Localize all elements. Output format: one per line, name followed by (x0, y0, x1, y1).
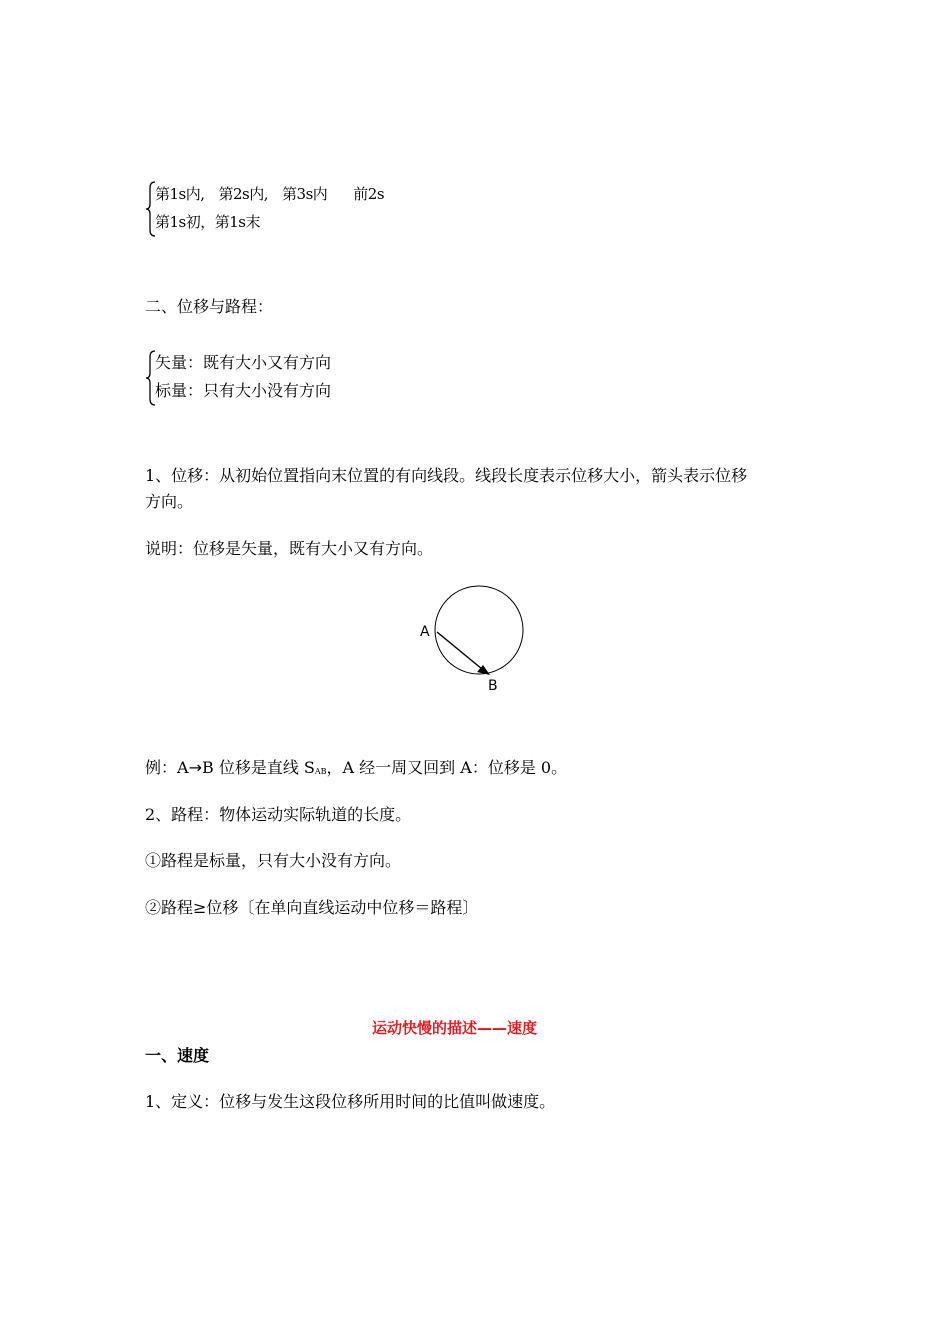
speed-definition: 1、定义：位移与发生这段位移所用时间的比值叫做速度。 (145, 1092, 556, 1111)
point-a-label: A (420, 624, 430, 640)
time-line-1 (155, 180, 384, 208)
example-prefix: 例：A (145, 758, 189, 777)
scalar-definition: 标量：只有大小没有方向 (155, 381, 332, 400)
speed-heading: 一、速度 (145, 1046, 210, 1065)
example-suffix: ，A 经一周又回到 A：位移是 0。 (326, 758, 568, 777)
quantity-types-group (145, 349, 545, 409)
time-concepts-group (145, 180, 545, 240)
section2-title: 二、位移与路程： (145, 297, 274, 316)
vector-definition: 矢量：既有大小又有方向 (155, 353, 332, 372)
point-b-label: B (488, 678, 498, 694)
displacement-definition-line-1: 1、位移：从初始位置指向末位置的有向线段。线段长度表示位移大小，箭头表示位移 (145, 466, 748, 485)
example-subscript: AB (314, 767, 327, 776)
speed-section-title: 运动快慢的描述——速度 (372, 1019, 538, 1037)
distance-point-2: ②路程≥位移〔在单向直线运动中位移＝路程〕 (145, 898, 479, 917)
example-line (145, 755, 567, 785)
time-item-1: 第1s内, (155, 185, 205, 203)
time-item-2: 第2s内, (218, 185, 269, 203)
trajectory-circle (435, 586, 523, 674)
time-line-2: 第1s初，第1s末 (155, 213, 260, 231)
displacement-note: 说明：位移是矢量，既有大小又有方向。 (145, 539, 434, 558)
example-mid: B 位移是直线 S (201, 758, 315, 777)
time-item-3: 第3s内 (282, 185, 328, 203)
right-arrow-icon: → (188, 758, 202, 777)
displacement-circle-diagram (414, 580, 534, 700)
distance-point-1: ①路程是标量，只有大小没有方向。 (145, 851, 402, 870)
displacement-definition-line-2: 方向。 (145, 492, 194, 511)
distance-definition: 2、路程：物体运动实际轨道的长度。 (145, 805, 412, 824)
time-item-4: 前2s (353, 185, 385, 203)
displacement-arrow-line (437, 632, 482, 669)
